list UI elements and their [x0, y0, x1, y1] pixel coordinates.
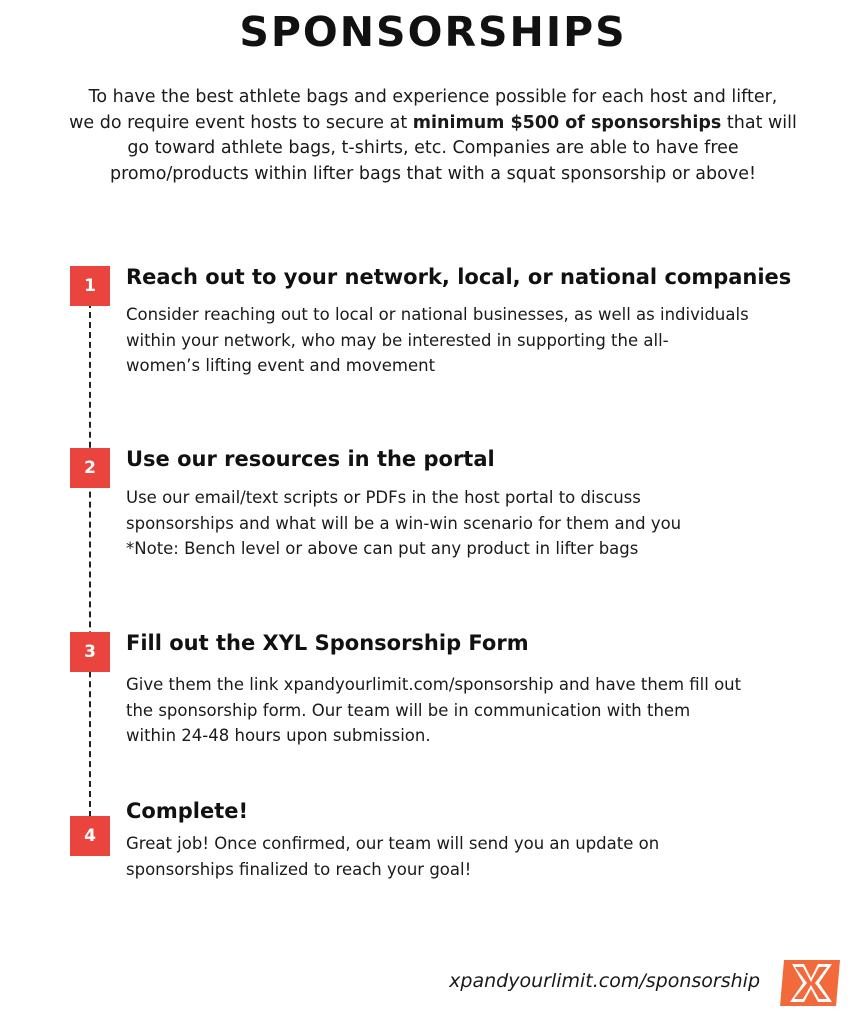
intro-emphasis: minimum $500 of sponsorships	[412, 112, 722, 133]
step-number-badge: 2	[70, 448, 110, 488]
intro-line: promo/products within lifter bags that with a squat sponsorship or above!	[110, 163, 756, 184]
xyl-logo-icon	[778, 958, 842, 1008]
step-title: Reach out to your network, local, or national companies	[126, 265, 792, 289]
step-description	[126, 485, 836, 562]
intro-line: go toward athlete bags, t-shirts, etc. Companies are able to have free	[127, 138, 739, 158]
intro-text: that will	[721, 112, 797, 133]
step-number-badge: 1	[70, 266, 110, 306]
step-title: Complete!	[126, 799, 249, 823]
step-number-badge: 3	[70, 632, 110, 672]
step-number-badge: 4	[70, 816, 110, 856]
step-description-line: women’s lifting event and movement	[126, 356, 436, 375]
step-description-line: Use our email/text scripts or PDFs in the host portal to discuss	[126, 488, 641, 507]
intro-paragraph	[50, 85, 816, 187]
step-title: Fill out the XYL Sponsorship Form	[126, 631, 529, 655]
step-description	[126, 302, 836, 379]
step-description	[126, 672, 836, 749]
step-description-line: the sponsorship form. Our team will be in communication with them	[126, 700, 691, 720]
step-description-line: Great job! Once confirmed, our team will send you an update on	[126, 834, 660, 853]
intro-line: To have the best athlete bags and experience possible for each host and lifter,	[88, 87, 778, 107]
timeline-connector	[89, 302, 91, 817]
step-description-line: within your network, who may be interested in supporting the all-	[126, 330, 669, 350]
step-description-line: Give them the link xpandyourlimit.com/sponsorship and have them fill out	[126, 675, 742, 694]
step-title: Use our resources in the portal	[126, 447, 495, 471]
step-description-line: within 24-48 hours upon submission.	[126, 726, 431, 745]
step-description-line: Consider reaching out to local or national businesses, as well as individuals	[126, 305, 749, 324]
step-description-line: *Note: Bench level or above can put any product in lifter bags	[126, 539, 639, 558]
step-description	[126, 831, 836, 882]
intro-text: we do require event hosts to secure at	[69, 112, 413, 133]
intro-line	[50, 111, 816, 137]
page-title: SPONSORSHIPS	[239, 8, 627, 56]
step-description-line: sponsorships and what will be a win-win scenario for them and you	[126, 513, 682, 533]
footer-url-link[interactable]: xpandyourlimit.com/sponsorship	[449, 970, 760, 992]
step-description-line: sponsorships finalized to reach your goal!	[126, 859, 472, 879]
